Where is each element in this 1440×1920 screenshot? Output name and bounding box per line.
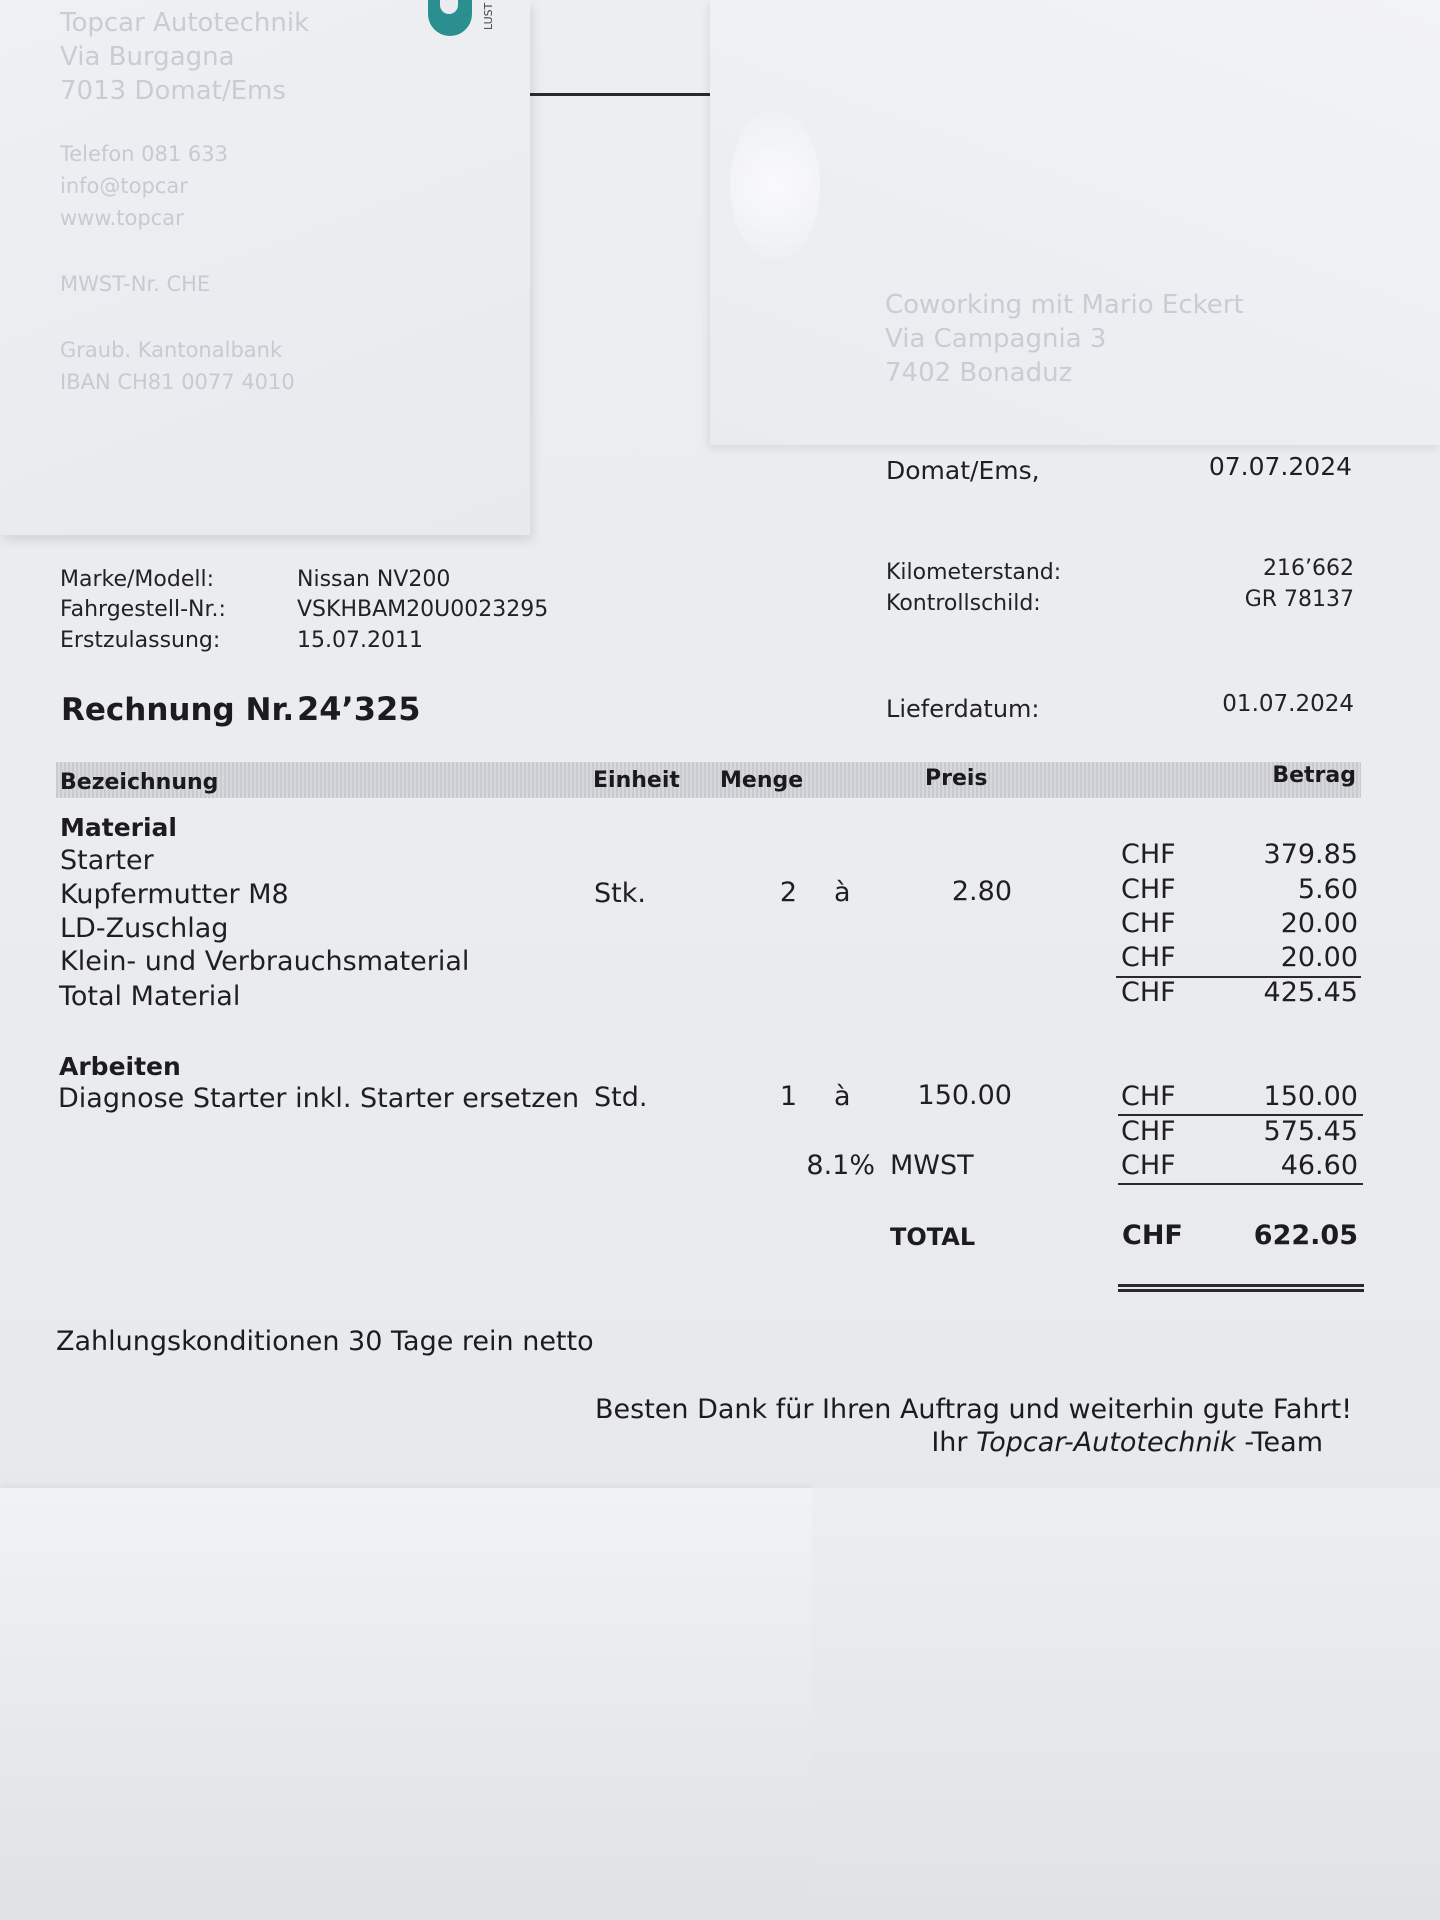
row-quantity: 2 [779, 877, 797, 908]
row-unit: Stk. [594, 878, 646, 909]
vat-label: MWST [890, 1150, 974, 1181]
brand-value: Nissan NV200 [297, 567, 451, 592]
bottom-right-sheet [812, 1488, 1440, 1920]
first-registration-value: 15.07.2011 [297, 628, 423, 653]
company-line: Via Burgagna [60, 42, 235, 72]
contact-line: Telefon 081 633 [60, 142, 228, 166]
row-description: Diagnose Starter inkl. Starter ersetzen [58, 1083, 580, 1114]
vat-rate: 8.1% [806, 1150, 875, 1181]
bottom-left-sheet [0, 1488, 812, 1920]
plate-value: GR 78137 [1244, 587, 1354, 612]
subtotal-currency: CHF [1121, 1116, 1176, 1147]
contact-line: info@topcar [60, 174, 188, 198]
company-logo-icon [428, 0, 472, 36]
total-amount: 622.05 [1253, 1220, 1358, 1251]
team-name: Topcar-Autotechnik [976, 1427, 1236, 1458]
recipient-line: Via Campagnia 3 [885, 324, 1107, 354]
total-currency: CHF [1122, 1220, 1183, 1251]
row-unit-price: 150.00 [917, 1080, 1012, 1111]
row-quantity: 1 [779, 1081, 797, 1112]
logo-caption: LUST [482, 2, 495, 30]
plate-label: Kontrollschild: [886, 591, 1041, 616]
vin-label: Fahrgestell-Nr.: [60, 597, 226, 622]
total-label: TOTAL [890, 1223, 976, 1251]
row-currency: CHF [1121, 908, 1176, 939]
row-unit: Std. [594, 1082, 648, 1113]
total-double-rule [1118, 1284, 1364, 1292]
material-total-amount: 425.45 [1263, 977, 1358, 1008]
table-header-bar [56, 762, 1361, 798]
material-total-currency: CHF [1121, 977, 1176, 1008]
row-currency: CHF [1121, 942, 1176, 973]
company-line: Topcar Autotechnik [60, 8, 310, 38]
bank-line: Graub. Kantonalbank [60, 338, 283, 362]
thanks-message: Besten Dank für Ihren Auftrag und weiterhin gute Fahrt! [595, 1394, 1353, 1425]
header-bezeichnung: Bezeichnung [60, 770, 219, 795]
header-betrag: Betrag [1272, 763, 1356, 788]
row-description: LD-Zuschlag [60, 913, 229, 944]
invoice-date: 07.07.2024 [1208, 452, 1352, 481]
letterhead-sheet [0, 0, 530, 535]
row-at-sign: à [834, 877, 851, 908]
work-heading: Arbeiten [59, 1052, 181, 1081]
row-currency: CHF [1121, 1081, 1176, 1112]
vat-currency: CHF [1121, 1150, 1176, 1181]
row-unit-price: 2.80 [951, 876, 1012, 907]
team-prefix: Ihr [931, 1427, 977, 1458]
row-at-sign: à [834, 1081, 851, 1112]
vat-rule [1118, 1183, 1363, 1185]
row-amount: 150.00 [1263, 1081, 1358, 1112]
material-total-label: Total Material [59, 981, 241, 1012]
first-registration-label: Erstzulassung: [60, 628, 221, 653]
company-line: 7013 Domat/Ems [60, 76, 286, 106]
mileage-value: 216’662 [1263, 556, 1354, 581]
delivery-label: Lieferdatum: [886, 695, 1040, 723]
invoice-number: 24’325 [297, 690, 421, 728]
vat-amount: 46.60 [1280, 1150, 1358, 1181]
mileage-label: Kilometerstand: [886, 560, 1062, 585]
header-preis: Preis [925, 766, 988, 791]
contact-line: www.topcar [60, 206, 184, 230]
vat-number-line: MWST-Nr. CHE [60, 272, 211, 296]
subtotal-amount: 575.45 [1263, 1116, 1358, 1147]
header-einheit: Einheit [593, 768, 680, 793]
delivery-date: 01.07.2024 [1222, 691, 1354, 717]
material-heading: Material [60, 813, 177, 842]
invoice-title: Rechnung Nr. [61, 692, 295, 728]
address-sheet [710, 0, 1440, 445]
row-amount: 379.85 [1263, 839, 1358, 870]
row-amount: 20.00 [1280, 942, 1358, 973]
place-label: Domat/Ems, [886, 456, 1040, 485]
row-amount: 20.00 [1280, 908, 1358, 939]
team-signature [931, 1427, 1323, 1458]
row-description: Starter [60, 845, 154, 876]
recipient-line: Coworking mit Mario Eckert [885, 290, 1244, 320]
team-suffix: -Team [1235, 1427, 1323, 1458]
row-currency: CHF [1121, 839, 1176, 870]
vin-value: VSKHBAM20U0023295 [297, 597, 549, 622]
row-amount: 5.60 [1297, 874, 1358, 905]
letterhead-rule [530, 93, 710, 96]
brand-label: Marke/Modell: [60, 567, 214, 592]
bank-line: IBAN CH81 0077 4010 [60, 370, 295, 394]
header-menge: Menge [720, 768, 804, 793]
payment-terms: Zahlungskonditionen 30 Tage rein netto [56, 1326, 594, 1357]
row-description: Klein- und Verbrauchsmaterial [60, 946, 470, 977]
row-description: Kupfermutter M8 [60, 879, 289, 910]
recipient-line: 7402 Bonaduz [885, 358, 1073, 388]
row-currency: CHF [1121, 874, 1176, 905]
